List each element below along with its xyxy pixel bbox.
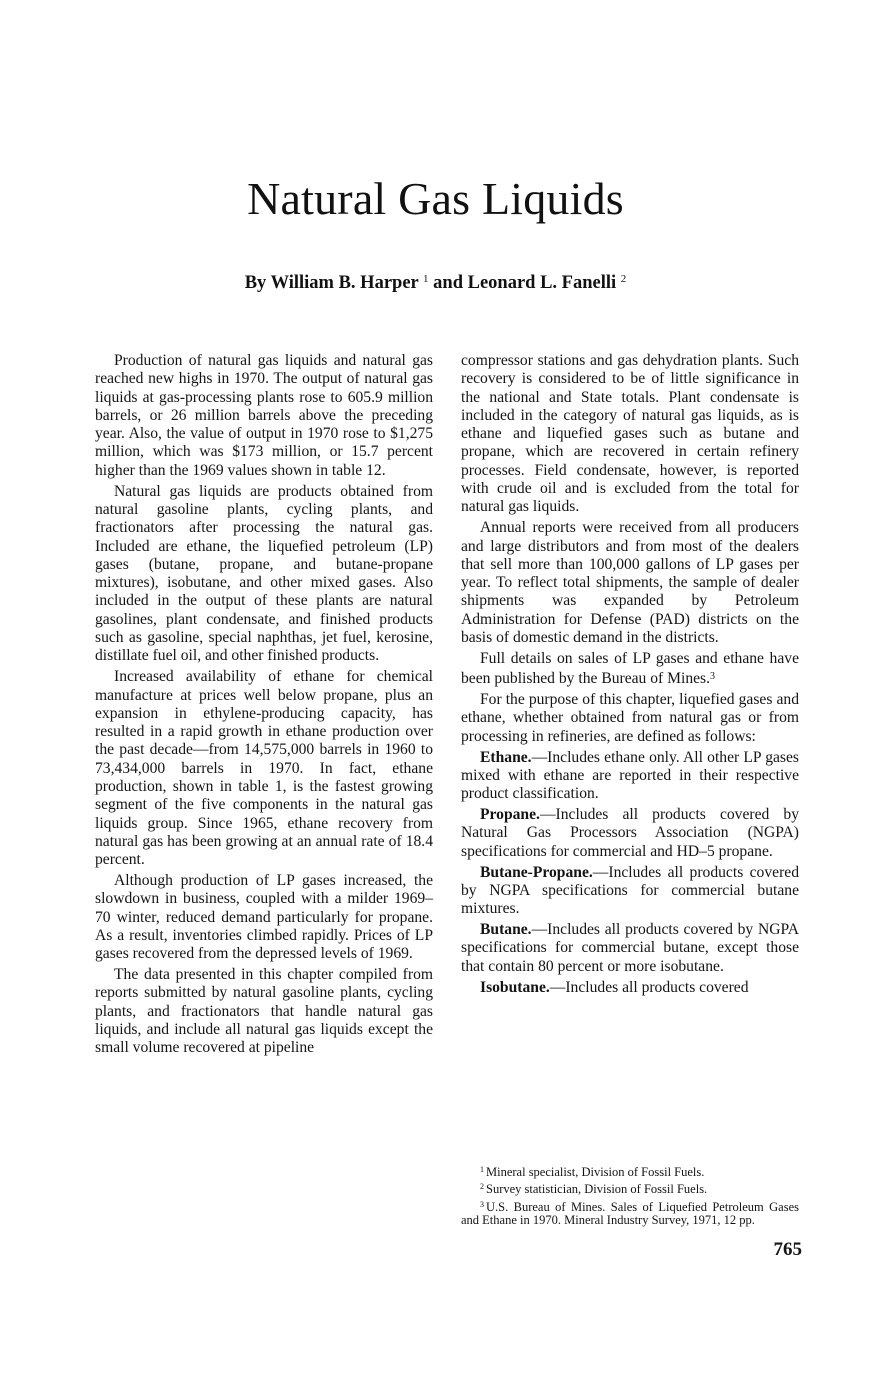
- page-number: 765: [773, 1239, 802, 1260]
- body-paragraph: [461, 650, 799, 689]
- footnote-text: Mineral specialist, Division of Fossil Fuels.: [486, 1165, 705, 1179]
- definition-text: —Includes all products covered by NGPA specifications for commercial butane, except those that contain 80 percent or more isobutane.: [461, 921, 799, 975]
- footnote-number: 2: [480, 1182, 484, 1192]
- footnote-number: 1: [480, 1165, 484, 1174]
- right-column: [461, 352, 799, 999]
- byline-author-2: and Leonard L. Fanelli: [433, 273, 617, 293]
- left-column: [95, 352, 433, 1060]
- definition-text: —Includes all products covered by NGPA specifications for commercial butane mixtures.: [461, 863, 799, 918]
- body-paragraph: The data presented in this chapter compiled from reports submitted by natural gasoline plants, cycling plants, and fractionators that handle natural gas liquids, and include all natural gas liquids except the small volume recovered at pipeline: [95, 966, 433, 1057]
- footnote-3: [461, 1198, 799, 1228]
- footnote-text: Survey statistician, Division of Fossil Fuels.: [486, 1182, 708, 1197]
- definition-propane: [461, 806, 799, 861]
- definition-text: —Includes all products covered by Natural Gas Processors Association (NGPA) specifications for commercial and HD–5 propane.: [461, 806, 799, 860]
- definition-text: —Includes all products covered: [549, 978, 749, 996]
- footnote-number: 3: [480, 1199, 484, 1209]
- definition-term: Propane.: [480, 806, 540, 824]
- page-title: Natural Gas Liquids: [247, 173, 624, 224]
- body-paragraph: Production of natural gas liquids and natural gas reached new highs in 1970. The output of natural gas liquids at gas-processing plants rose to 605.9 million barrels, or 26 million barrels above the preceding year. Also, the value of output in 1970 rose to $1,275 million, which was $173 million, or 15.7 percent higher than the 1969 values shown in table 12.: [95, 352, 433, 479]
- definition-term: Isobutane.: [480, 978, 550, 996]
- byline-footnote-ref-1: 1: [423, 273, 429, 285]
- body-paragraph: compressor stations and gas dehydration plants. Such recovery is considered to be of little significance in the national and State totals. Plant condensate is included in the category of natural gas liquids, as is ethane and liquefied gases such as butane and propane, which are recovered in certain refinery processes. Field condensate, however, is reported with crude oil and is excluded from the total for natural gas liquids.: [461, 352, 799, 516]
- definition-butane: [461, 921, 799, 976]
- footnote-2: [461, 1180, 799, 1196]
- body-paragraph: Natural gas liquids are products obtained from natural gasoline plants, cycling plants, and fractionators after processing the natural gas. Included are ethane, the liquefied petroleum (LP) gases (butane, propane, and butane-propane mixtures), isobutane, and other mixed gases. Also included in the output of these plants are natural gasolines, plant condensate, and finished products such as gasoline, special naphthas, jet fuel, kerosine, distillate fuel oil, and other finished products.: [95, 482, 433, 665]
- definition-butane-propane: [461, 864, 799, 919]
- body-paragraph: For the purpose of this chapter, liquefied gases and ethane, whether obtained from natural gas or from processing in refineries, are defined as follows:: [461, 691, 799, 745]
- definition-text: —Includes ethane only. All other LP gases mixed with ethane are reported in their respective product classification.: [461, 748, 799, 803]
- body-paragraph: Annual reports were received from all producers and large distributors and from most of the dealers that sell more than 100,000 gallons of LP gases per year. To reflect total shipments, the sample of dealer shipments was expanded by Petroleum Administration for Defense (PAD) districts on the basis of domestic demand in the districts.: [461, 519, 799, 647]
- body-paragraph: Increased availability of ethane for chemical manufacture at prices well below propane, plus an expansion in ethylene-producing capacity, has resulted in a rapid growth in ethane production over the past decade—from 14,575,000 barrels in 1960 to 73,434,000 barrels in 1970. In fact, ethane production, shown in table 1, is the fastest growing segment of the five components in the natural gas liquids group. Since 1965, ethane recovery from natural gas has been growing at an annual rate of 18.4 percent.: [95, 668, 433, 869]
- footnote-ref-3: 3: [710, 671, 716, 683]
- byline: [0, 273, 871, 294]
- footnote-text: U.S. Bureau of Mines. Sales of Liquefied Petroleum Gases and Ethane in 1970. Mineral Industry Survey, 1971, 12 pp.: [461, 1199, 799, 1228]
- definition-ethane: [461, 749, 799, 804]
- footnote-1: [461, 1163, 799, 1179]
- definition-term: Butane-Propane.: [480, 863, 593, 881]
- byline-author-1: By William B. Harper: [244, 273, 419, 293]
- definition-term: Ethane.: [480, 748, 532, 766]
- byline-footnote-ref-2: 2: [620, 273, 627, 285]
- definition-term: Butane.: [480, 921, 532, 939]
- footnotes: [461, 1158, 799, 1229]
- body-paragraph: Although production of LP gases increased, the slowdown in business, coupled with a milder 1969–70 winter, reduced demand particularly for propane. As a result, inventories climbed rapidly. Prices of LP gases recovered from the depressed levels of 1969.: [95, 872, 433, 963]
- paragraph-text: Full details on sales of LP gases and ethane have been published by the Bureau of Mines.: [461, 649, 799, 688]
- definition-isobutane: [461, 979, 799, 997]
